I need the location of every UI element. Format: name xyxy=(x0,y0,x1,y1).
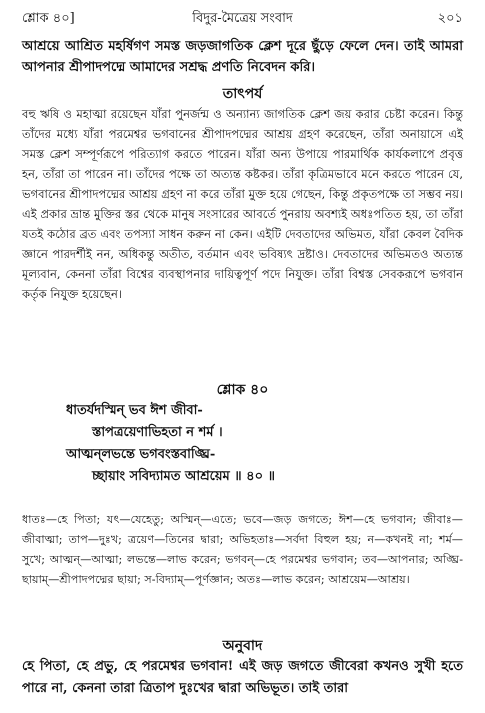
verse-line: স্তাপত্রয়েণাভিহতা ন শর্ম । xyxy=(92,425,223,440)
intro-paragraph: আশ্রয়ে আশ্রিত মহর্ষিগণ সমস্ত জড়জাগতিক ক্লেশ দূরে ছুঁড়ে ফেলে দেন। তাই আমরা আপনার শ্রীপাদপদ্মে আমাদের সশ্রদ্ধ প্রণতি নিবেদন করি। xyxy=(22,39,463,75)
verse-line: চ্ছায়াং সবিদ্যামত আশ্রয়েম ॥ ৪০ ॥ xyxy=(92,469,275,484)
synonyms-section xyxy=(22,510,463,590)
running-header xyxy=(22,8,463,30)
header-page-number: ২০১ xyxy=(437,11,463,26)
verse-line: ধাতর্যদস্মিন্ ভব ঈশ জীবা- xyxy=(66,403,203,418)
verse-heading: শ্লোক ৪০ xyxy=(216,382,269,398)
translation-heading: অনুবাদ xyxy=(222,638,263,654)
verse-section xyxy=(22,378,463,506)
synonyms-paragraph: ধাতঃ—হে পিতা; যৎ—যেহেতু; অস্মিন্—এতে; ভবে—জড় জগতে; ঈশ—হে ভগবান; জীবাঃ—জীবাত্মা; তাপ—দুঃখ; ত্রয়েণ—তিনের দ্বারা; অভিহতাঃ—সর্বদা বিহুল হয়; ন—কখনই না; শর্ম—সুখে; আত্মন্—আত্মা; লভন্তে—লাভ করেন; ভগবন্—হে পরমেশ্বর ভগবান; তব—আপনার; অঙ্ঘ্রি-ছায়াম্—শ্রীপাদপদ্মের ছায়া; স-বিদ্যাম্—পূর্ণজ্ঞান; অতঃ—লাভ করেন; আশ্রয়েম—আশ্রয়। xyxy=(22,513,463,586)
purport-section xyxy=(22,82,463,372)
translation-paragraph: হে পিতা, হে প্রভু, হে পরমেশ্বর ভগবান! এই জড় জগতে জীবেরা কখনও সুখী হতে পারে না, কেননা তারা ত্রিতাপ দুঃখের দ্বারা অভিভূত। তাই তারা xyxy=(22,659,463,696)
translation-section xyxy=(22,634,463,708)
header-chapter-title: বিদুর-মৈত্রেয় সংবাদ xyxy=(192,11,293,26)
verse-line: আত্মন্‌লভন্তে ভগবংস্তবাঙ্ঘ্রি- xyxy=(66,447,216,462)
purport-heading: তাৎপর্য xyxy=(222,86,263,102)
header-verse-ref: শ্লোক ৪০] xyxy=(22,11,75,26)
intro-section xyxy=(22,36,463,78)
verse-text xyxy=(22,400,463,488)
purport-paragraph: বহু ঋষি ও মহাত্মা রয়েছেন যাঁরা পুনর্জন্ম ও অন্যান্য জাগতিক ক্লেশ জয় করার চেষ্টা করেন। কিন্তু তাঁদের মধ্যে যাঁরা পরমেশ্বর ভগবানের শ্রীপাদপদ্মের আশ্রয় গ্রহণ করেছেন, তাঁরা অনায়াসে এই সমস্ত ক্লেশ সম্পূর্ণরূপে পরিত্যাগ করতে পারেন। যাঁরা অন্য উপায়ে পারমার্থিক কার্যকলাপে প্রবৃত্ত হন, তাঁরা তা পারেন না। তাঁদের পক্ষে তা অত্যন্ত কষ্টকর। তাঁরা কৃত্রিমভাবে মনে করতে পারেন যে, ভগবানের শ্রীপাদপদ্মের আশ্রয় গ্রহণ না করে তাঁরা মুক্ত হয়ে গেছেন, কিন্তু প্রকৃতপক্ষে তা সম্ভব নয়। এই প্রকার ভ্রান্ত মুক্তির স্তর থেকে মানুষ সংসারের আবর্তে পুনরায় অবশ্যই অধঃপতিত হয়, তা তাঁরা যতই কঠোর ব্রত এবং তপস্যা সাধন করুন না কেন। এইটি দেবতাদের অভিমত, যাঁরা কেবল বৈদিক জ্ঞানে পারদর্শীই নন, অধিকন্তু অতীত, বর্তমান এবং ভবিষ্যৎ দ্রষ্টাও। দেবতাদের অভিমতও অত্যন্ত মূল্যবান, কেননা তাঁরা বিশ্বের ব্যবস্থাপনার দায়িত্বপূর্ণ পদে নিযুক্ত। তাঁরা বিশ্বস্ত সেবকরূপে ভগবান কর্তৃক নিযুক্ত হয়েছেন। xyxy=(22,107,463,301)
